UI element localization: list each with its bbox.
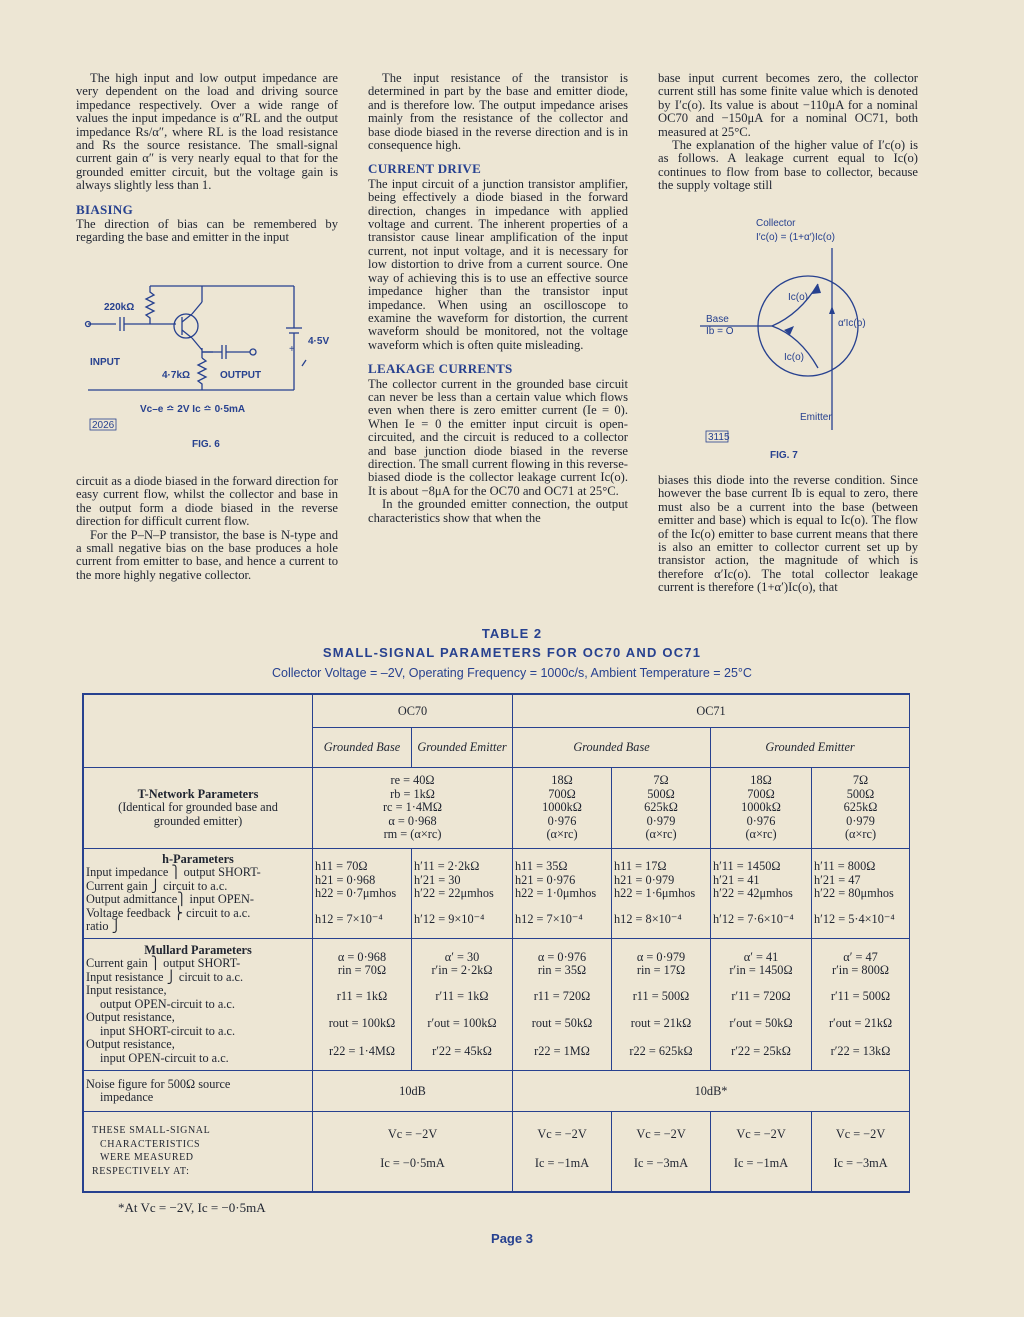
tnet-oc71-gb2: 7Ω 500Ω 625kΩ 0·979 (α×rc): [612, 768, 711, 848]
fig6-ref: 2026: [92, 420, 115, 431]
header-oc70-ge: Grounded Emitter: [412, 728, 513, 768]
text-column-2: [368, 72, 628, 525]
fig7-ic-top-label: Ic(o): [788, 292, 808, 303]
fig7-collector-label: Collector: [756, 218, 796, 229]
fig6-caption: FIG. 6: [192, 439, 220, 450]
noise-oc71: 10dB*: [513, 1071, 910, 1111]
fig6-condition-label: Vc–e ≏ 2V Ic ≏ 0·5mA: [140, 404, 246, 415]
paragraph-base-current: base input current becomes zero, the collector current still has some finite value which is denoted by I′c(o). Its value is about −110μA for a nominal OC70 and −150μA for a nominal OC71, both measured at 25°C.: [658, 71, 918, 139]
m-oc70-ge: α′ = 30 r′in = 2·2kΩ r′11 = 1kΩ r′out = 100kΩ r′22 = 45kΩ: [412, 938, 513, 1071]
tnet-oc71-ge1: 18Ω 700Ω 1000kΩ 0·976 (α×rc): [711, 768, 812, 848]
paragraph-biasing: The direction of bias can be remembered by regarding the base and emitter in the input: [76, 217, 338, 245]
fig7-ref: 3115: [708, 432, 730, 443]
heading-current-drive: CURRENT DRIVE: [368, 161, 482, 177]
h-oc71-gb1: h11 = 35Ω h21 = 0·976 h22 = 1·0μmhos h12 = 7×10⁻⁴: [513, 848, 612, 938]
figure-6-circuit: [82, 272, 342, 462]
fig7-ic-bottom-label: Ic(o): [784, 352, 804, 363]
footnote: *At Vc = −2V, Ic = −0·5mA: [118, 1200, 266, 1215]
fig6-r2-label: 4·7kΩ: [162, 370, 191, 381]
h-oc71-ge1: h′11 = 1450Ω h′21 = 41 h′22 = 42μmhos h′12 = 7·6×10⁻⁴: [711, 848, 812, 938]
cond-oc70: Vc = −2V Ic = −0·5mA: [313, 1111, 513, 1191]
table-number: TABLE 2: [481, 626, 543, 641]
fig7-caption: FIG. 7: [770, 450, 798, 461]
row-label-hparameters: h-Parameters Input impedance ⎫ output SHORT- Current gain ⎭ circuit to a.c. Output admittance⎫ input OPEN- Voltage feedback ⎬ circuit to a.c. ratio ⎭: [84, 848, 313, 938]
paragraph-leakage: The collector current in the grounded base circuit can never be less than a certain value which flows even when there is zero emitter current (Ie = 0). When Ie = 0 the emitter input circuit is open-circuited, and the circuit is reduced to a collector and base junction diode biased in the reverse direction. The small current flowing in this reverse-biased diode is the collector leakage current Ic(o). It is about −8μA for the OC70 and OC71 at 25°C.: [368, 376, 628, 498]
fig6-r1-label: 220kΩ: [104, 302, 135, 313]
fig6-supply-label: 4·5V: [308, 336, 330, 347]
header-oc70: OC70: [313, 695, 513, 728]
m-oc71-gb2: α = 0·979 rin = 17Ω r11 = 500Ω rout = 21kΩ r22 = 625kΩ: [612, 938, 711, 1071]
header-oc71-gb: Grounded Base: [513, 728, 711, 768]
fig6-plus-label: +: [289, 344, 295, 355]
row-label-tnetwork: T-Network Parameters (Identical for grounded base and grounded emitter): [84, 768, 313, 848]
figure-7-leakage: [700, 214, 880, 464]
m-oc71-gb1: α = 0·976 rin = 35Ω r11 = 720Ω rout = 50kΩ r22 = 1MΩ: [513, 938, 612, 1071]
fig6-input-label: INPUT: [90, 357, 120, 368]
m-oc71-ge2: α′ = 47 r′in = 800Ω r′11 = 500Ω r′out = 21kΩ r′22 = 13kΩ: [812, 938, 910, 1071]
text-column-1-lower: [76, 475, 338, 582]
h-oc70-gb: h11 = 70Ω h21 = 0·968 h22 = 0·7μmhos h12 = 7×10⁻⁴: [313, 848, 412, 938]
m-oc70-gb: α = 0·968 rin = 70Ω r11 = 1kΩ rout = 100kΩ r22 = 1·4MΩ: [313, 938, 412, 1071]
text-column-3: [658, 72, 918, 193]
text-column-3-lower: [658, 474, 918, 595]
table-corner: [84, 695, 313, 768]
fig6-output-label: OUTPUT: [220, 370, 262, 381]
heading-leakage-currents: LEAKAGE CURRENTS: [368, 361, 513, 377]
row-label-mullard: Mullard Parameters Current gain ⎫ output SHORT- Input resistance ⎭ circuit to a.c. Input resistance, output OPEN-circuit to a.c. Output resistance, input SHORT-circuit to a.c. Output resistance, input OPEN-circuit to a.c.: [84, 938, 313, 1071]
header-oc70-gb: Grounded Base: [313, 728, 412, 768]
heading-biasing: BIASING: [76, 201, 134, 217]
fig7-formula-label: I′c(o) = (1+α′)Ic(o): [756, 232, 835, 243]
paragraph-diode: circuit as a diode biased in the forward direction for easy current flow, whilst the collector and base in the output form a diode biased in the reverse direction for difficult current flow.: [76, 474, 338, 529]
paragraph-reverse-condition: biases this diode into the reverse condition. Since however the base current Ib is equal to zero, there must also be a current into the base (between emitter and base) which is equal to Ic(o). The flow of the Ic(o) emitter to base current means that there is also an emitter to collector current set up by transistor action, the magnitude of which is therefore α′Ic(o). The total collector leakage current is therefore (1+α′)Ic(o), that: [658, 473, 918, 595]
table-title: SMALL-SIGNAL PARAMETERS FOR OC70 AND OC71: [322, 645, 702, 660]
h-oc71-gb2: h11 = 17Ω h21 = 0·979 h22 = 1·6μmhos h12 = 8×10⁻⁴: [612, 848, 711, 938]
fig7-alpha-label: α′Ic(o): [838, 318, 866, 329]
parameters-table: [82, 693, 910, 1193]
paragraph-impedance: The high input and low output impedance are very dependent on the load and driving source impedance respectively. Over a wide range of values the input impedance is α″RL and the output impedance Rs/α″, where RL is the load resistance and Rs the source resistance. The small-signal current gain α″ is very nearly equal to that for the grounded emitter circuit, but the voltage gain is always slightly less than 1.: [76, 71, 338, 193]
header-oc71: OC71: [513, 695, 910, 728]
table-conditions: Collector Voltage = –2V, Operating Frequency = 1000c/s, Ambient Temperature = 25°C: [272, 666, 752, 680]
paragraph-input-resistance: The input resistance of the transistor is determined in part by the base and emitter diode, and is therefore low. The output impedance arises mainly from the resistance of the collector and base diode biased in the reverse direction and is in consequence high.: [368, 71, 628, 153]
fig7-ib-label: Ib = O: [706, 326, 734, 337]
noise-oc70: 10dB: [313, 1071, 513, 1111]
row-label-conditions: THESE SMALL-SIGNAL CHARACTERISTICS WERE MEASURED RESPECTIVELY AT:: [84, 1111, 313, 1191]
page-number: Page 3: [491, 1231, 533, 1246]
table-header: [0, 626, 1024, 680]
m-oc71-ge1: α′ = 41 r′in = 1450Ω r′11 = 720Ω r′out = 50kΩ r′22 = 25kΩ: [711, 938, 812, 1071]
tnet-oc71-gb1: 18Ω 700Ω 1000kΩ 0·976 (α×rc): [513, 768, 612, 848]
row-label-noise: Noise figure for 500Ω source impedance: [84, 1071, 313, 1111]
cond-oc71-ge1: Vc = −2V Ic = −1mA: [711, 1111, 812, 1191]
tnet-oc70: re = 40Ω rb = 1kΩ rc = 1·4MΩ α = 0·968 rm = (α×rc): [313, 768, 513, 848]
fig7-emitter-label: Emitter: [800, 412, 832, 423]
h-oc71-ge2: h′11 = 800Ω h′21 = 47 h′22 = 80μmhos h′12 = 5·4×10⁻⁴: [812, 848, 910, 938]
h-oc70-ge: h′11 = 2·2kΩ h′21 = 30 h′22 = 22μmhos h′12 = 9×10⁻⁴: [412, 848, 513, 938]
cond-oc71-gb1: Vc = −2V Ic = −1mA: [513, 1111, 612, 1191]
paragraph-grounded-emitter: In the grounded emitter connection, the output characteristics show that when the: [368, 497, 628, 525]
cond-oc71-ge2: Vc = −2V Ic = −3mA: [812, 1111, 910, 1191]
tnet-oc71-ge2: 7Ω 500Ω 625kΩ 0·979 (α×rc): [812, 768, 910, 848]
fig7-base-label: Base: [706, 314, 729, 325]
paragraph-pnp: For the P–N–P transistor, the base is N-type and a small negative bias on the base produces a hole current from emitter to base, and hence a current to the more highly negative collector.: [76, 527, 338, 582]
text-column-1: [76, 72, 338, 245]
cond-oc71-gb2: Vc = −2V Ic = −3mA: [612, 1111, 711, 1191]
paragraph-current-drive: The input circuit of a junction transistor amplifier, being effectively a diode biased in the forward direction, changes in impedance with applied voltage and current. The inherent properties of a transistor cause linear amplification of the input current, not input voltage, and it is necessary for low distortion to drive from a current source. One way of achieving this is to use an effective source impedance higher than the transistor input impedance. When using an oscilloscope to examine the waveform for distortion, the current waveform should be monitored, not the voltage waveform which is often quite misleading.: [368, 176, 628, 352]
header-oc71-ge: Grounded Emitter: [711, 728, 910, 768]
paragraph-explanation: The explanation of the higher value of I′c(o) is as follows. A leakage current equal to Ic(o) continues to flow from base to collector, because the supply voltage still: [658, 138, 918, 193]
